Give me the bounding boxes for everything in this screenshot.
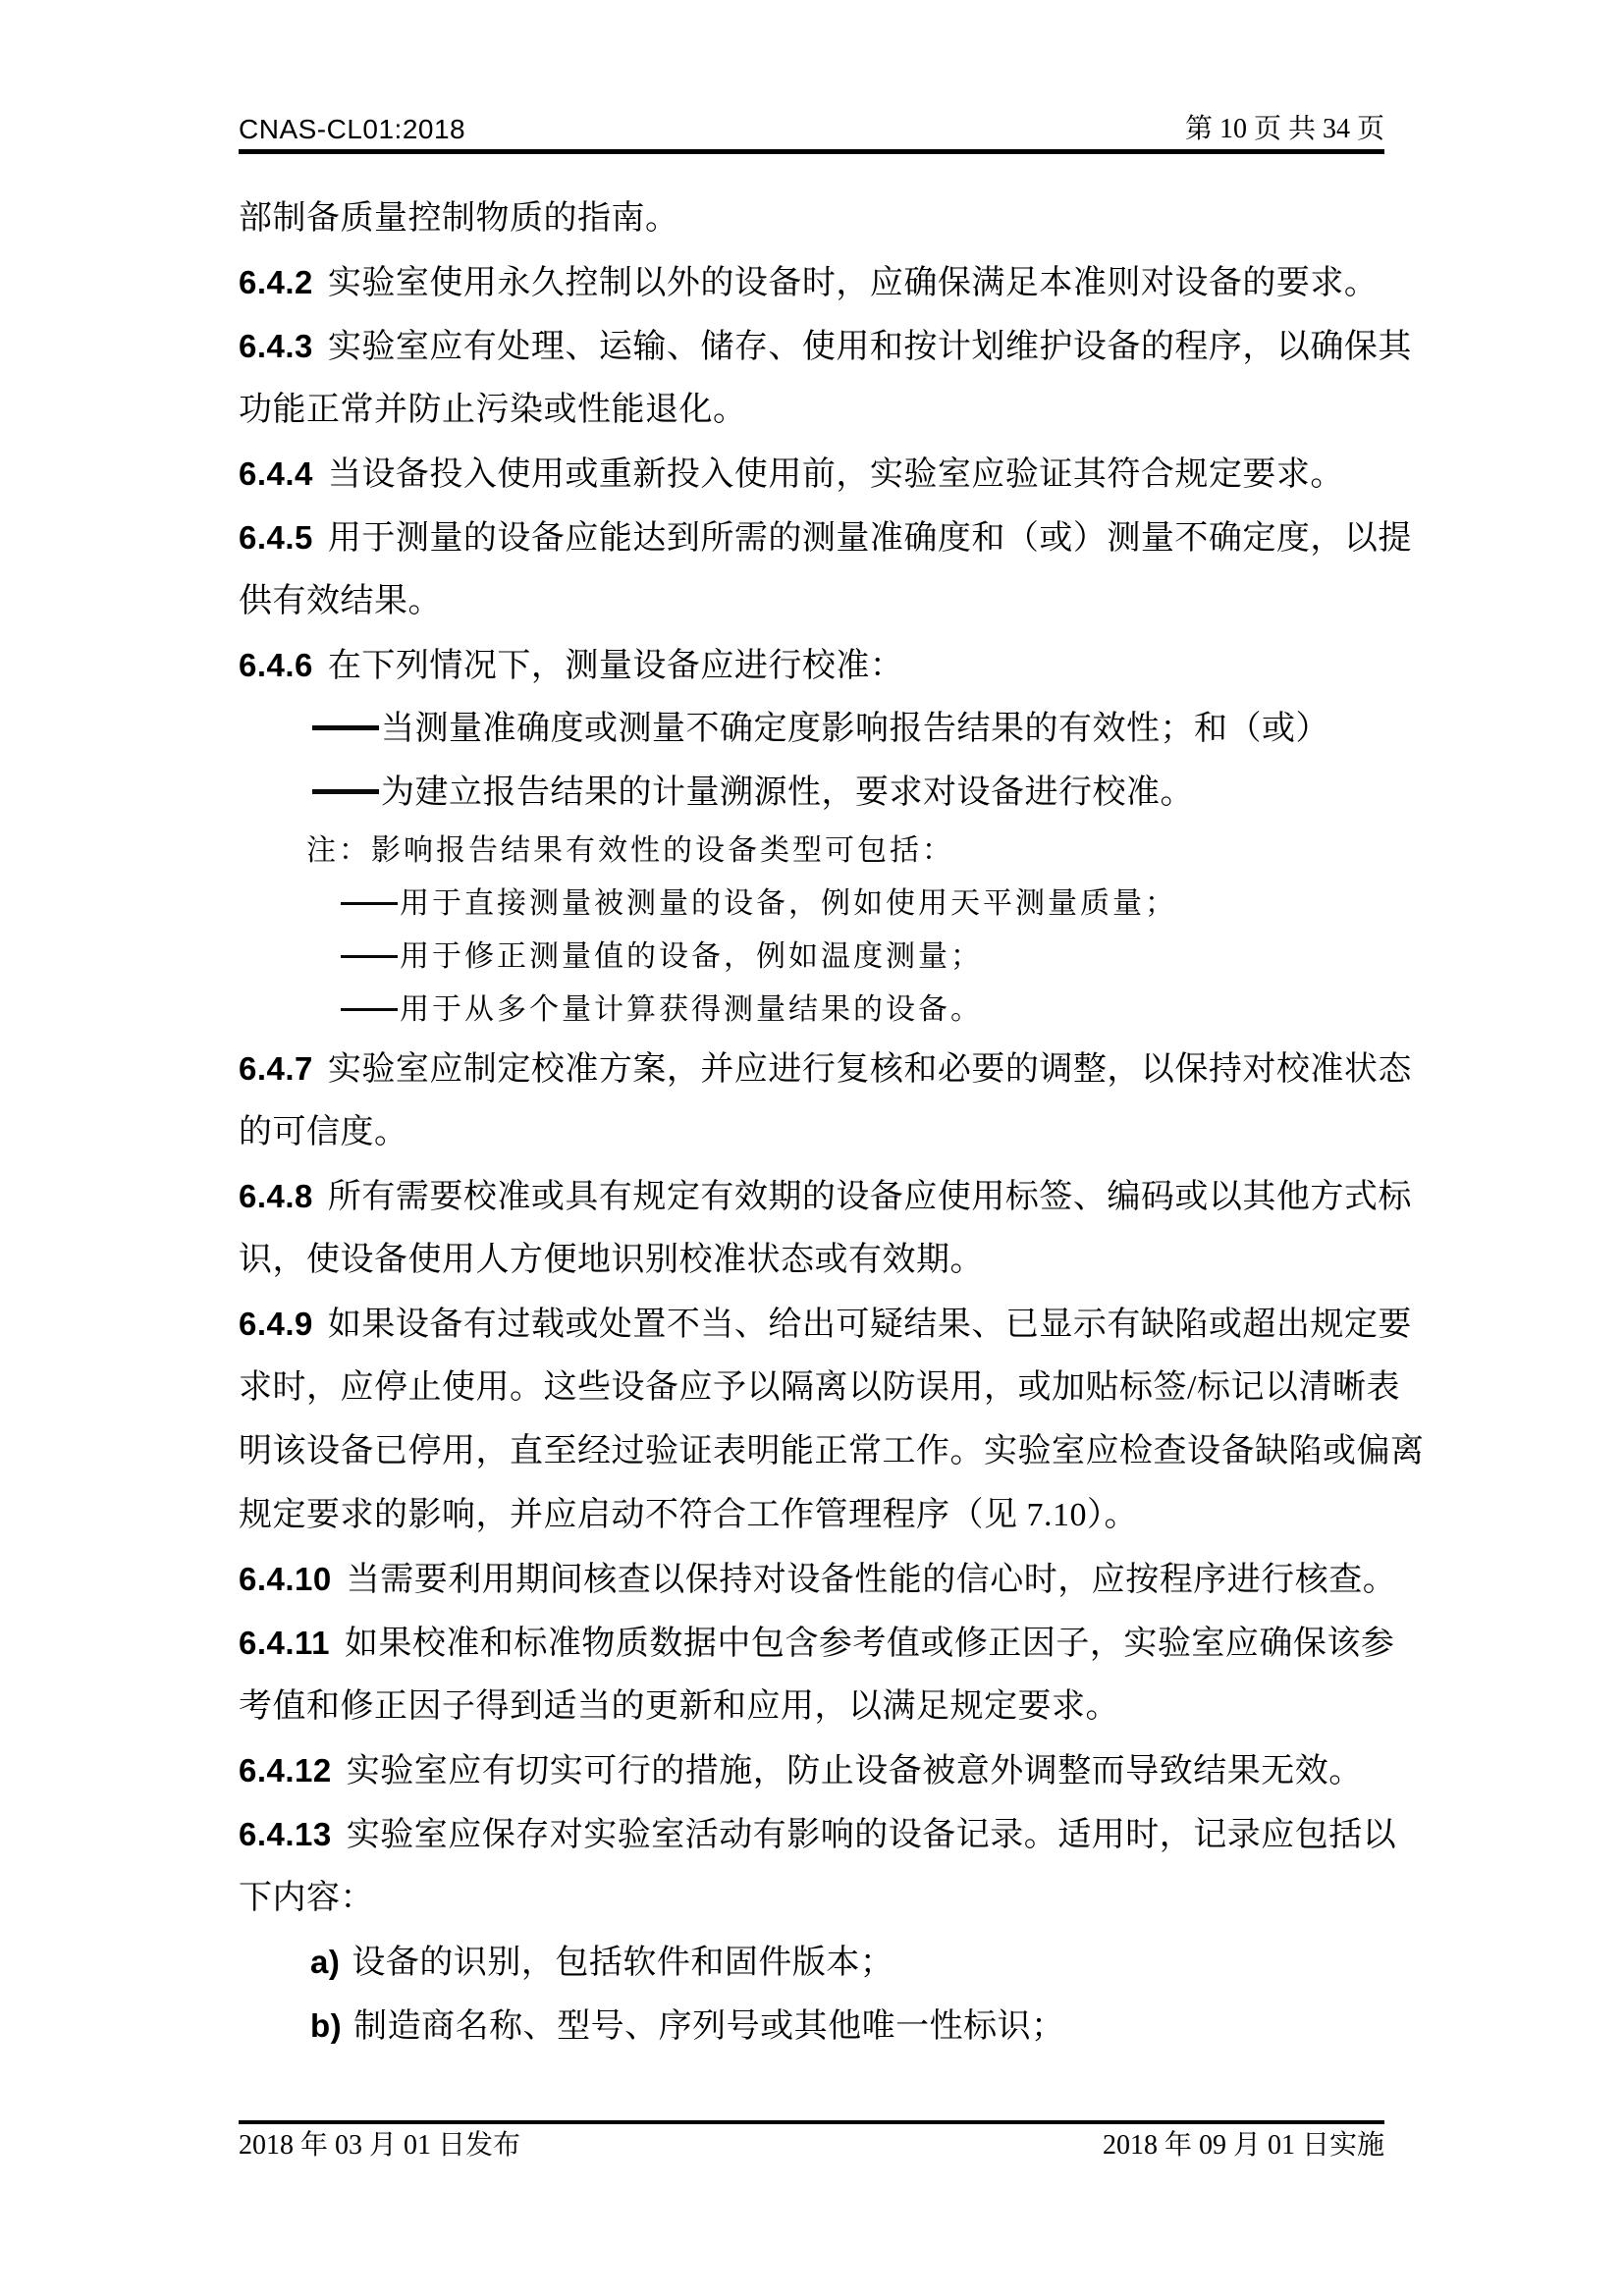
clause-number: 6.4.10 xyxy=(239,1561,332,1597)
text-line xyxy=(239,825,1384,878)
text-line xyxy=(239,1738,1384,1802)
release-date: 2018 年 03 月 01 日发布 xyxy=(239,2130,521,2161)
clause-number: 6.4.3 xyxy=(239,328,313,364)
text-line xyxy=(239,1611,1395,1675)
line-text: 用于修正测量值的设备，例如温度测量； xyxy=(400,940,983,973)
implementation-date: 2018 年 09 月 01 日实施 xyxy=(1102,2130,1384,2161)
line-text: 制造商名称、型号、序列号或其他唯一性标识； xyxy=(353,2008,1065,2045)
text-line xyxy=(239,1930,1384,1994)
text-line xyxy=(239,878,1384,931)
text-line xyxy=(239,1483,1384,1547)
header-divider xyxy=(239,149,1384,154)
text-line xyxy=(239,1866,1384,1930)
document-code: CNAS-CL01:2018 xyxy=(239,114,466,144)
text-line xyxy=(239,1802,1397,1866)
document-body xyxy=(239,187,1425,2057)
clause-number: 6.4.2 xyxy=(239,264,313,300)
clause-number: 6.4.5 xyxy=(239,519,313,556)
line-text: 设备的识别，包括软件和固件版本； xyxy=(352,1945,894,1981)
line-text: 实验室使用永久控制以外的设备时，应确保满足本准则对设备的要求。 xyxy=(327,265,1379,301)
line-text: 的可信度。 xyxy=(239,1114,408,1150)
line-text: 功能正常并防止污染或性能退化。 xyxy=(239,392,747,428)
text-line xyxy=(239,931,1384,984)
text-line xyxy=(239,1994,1384,2057)
text-line xyxy=(239,250,1384,314)
line-text: 如果设备有过载或处置不当、给出可疑结果、已显示有缺陷或超出规定要 xyxy=(327,1307,1412,1343)
text-line xyxy=(239,314,1412,378)
clause-number: 6.4.4 xyxy=(239,455,313,492)
text-line xyxy=(239,1675,1384,1738)
line-text: 实验室应有切实可行的措施，防止设备被意外调整而导致结果无效。 xyxy=(346,1753,1363,1789)
em-dash-bullet xyxy=(312,725,379,730)
line-text: 在下列情况下，测量设备应进行校准： xyxy=(327,648,904,684)
line-text: 求时，应停止使用。这些设备应予以隔离以防误用，或加贴标签/标记以清晰表 xyxy=(239,1369,1400,1406)
text-line xyxy=(239,187,1384,250)
text-line xyxy=(239,442,1384,506)
line-text: 下内容： xyxy=(239,1880,374,1916)
text-line xyxy=(239,633,1384,697)
text-line xyxy=(239,697,1384,761)
clause-number: 6.4.7 xyxy=(239,1050,313,1087)
line-text: 当需要利用期间核查以保持对设备性能的信心时，应按程序进行核查。 xyxy=(346,1562,1397,1598)
clause-number: 6.4.8 xyxy=(239,1178,313,1214)
em-dash-bullet xyxy=(341,955,398,958)
line-text: 当设备投入使用或重新投入使用前，实验室应验证其符合规定要求。 xyxy=(327,456,1344,493)
em-dash-bullet xyxy=(312,789,379,794)
line-text: 如果校准和标准物质数据中包含参考值或修正因子，实验室应确保该参 xyxy=(344,1626,1395,1662)
line-text: 当测量准确度或测量不确定度影响报告结果的有效性；和（或） xyxy=(381,711,1329,747)
line-text: 明该设备已停用，直至经过验证表明能正常工作。实验室应检查设备缺陷或偏离 xyxy=(239,1433,1425,1469)
text-line xyxy=(239,984,1384,1037)
line-text: 用于测量的设备应能达到所需的测量准确度和（或）测量不确定度，以提 xyxy=(327,520,1412,557)
line-text: 部制备质量控制物质的指南。 xyxy=(239,200,679,237)
text-line xyxy=(239,1419,1425,1483)
text-line xyxy=(239,761,1384,825)
line-text: 识，使设备使用人方便地识别校准状态或有效期。 xyxy=(239,1242,984,1278)
line-text: 规定要求的影响，并应启动不符合工作管理程序（见 7.10）。 xyxy=(239,1497,1138,1533)
text-line xyxy=(239,506,1412,569)
text-line xyxy=(239,1228,1384,1292)
clause-number: 6.4.12 xyxy=(239,1752,332,1789)
line-text: 实验室应有处理、运输、储存、使用和按计划维护设备的程序，以确保其 xyxy=(327,329,1412,365)
text-line xyxy=(239,1037,1412,1100)
line-text: 实验室应制定校准方案，并应进行复核和必要的调整，以保持对校准状态 xyxy=(327,1051,1412,1088)
line-text: 用于从多个量计算获得测量结果的设备。 xyxy=(400,993,983,1026)
line-text: 为建立报告结果的计量溯源性，要求对设备进行校准。 xyxy=(381,774,1194,811)
em-dash-bullet xyxy=(341,1008,398,1011)
list-letter: a) xyxy=(310,1944,341,1980)
line-text: 供有效结果。 xyxy=(239,583,442,619)
line-text: 注：影响报告结果有效性的设备类型可包括： xyxy=(306,834,954,867)
text-line xyxy=(239,1292,1412,1356)
page-number-indicator: 第 10 页 共 34 页 xyxy=(1184,114,1384,144)
text-line xyxy=(239,1356,1400,1419)
clause-number: 6.4.11 xyxy=(239,1625,330,1661)
text-line xyxy=(239,378,1384,442)
clause-number: 6.4.6 xyxy=(239,647,313,683)
line-text: 用于直接测量被测量的设备，例如使用天平测量质量； xyxy=(400,887,1177,920)
text-line xyxy=(239,569,1384,633)
text-line xyxy=(239,1100,1384,1164)
text-line xyxy=(239,1164,1412,1228)
text-line xyxy=(239,1547,1397,1611)
page-footer xyxy=(239,2128,1384,2163)
line-text: 所有需要校准或具有规定有效期的设备应使用标签、编码或以其他方式标 xyxy=(327,1179,1412,1215)
em-dash-bullet xyxy=(341,902,398,905)
footer-divider xyxy=(239,2120,1384,2124)
line-text: 考值和修正因子得到适当的更新和应用，以满足规定要求。 xyxy=(239,1688,1119,1725)
list-letter: b) xyxy=(310,2007,343,2044)
page-header xyxy=(239,110,1384,149)
clause-number: 6.4.13 xyxy=(239,1816,332,1852)
line-text: 实验室应保存对实验室活动有影响的设备记录。适用时，记录应包括以 xyxy=(346,1817,1397,1853)
clause-number: 6.4.9 xyxy=(239,1306,313,1342)
